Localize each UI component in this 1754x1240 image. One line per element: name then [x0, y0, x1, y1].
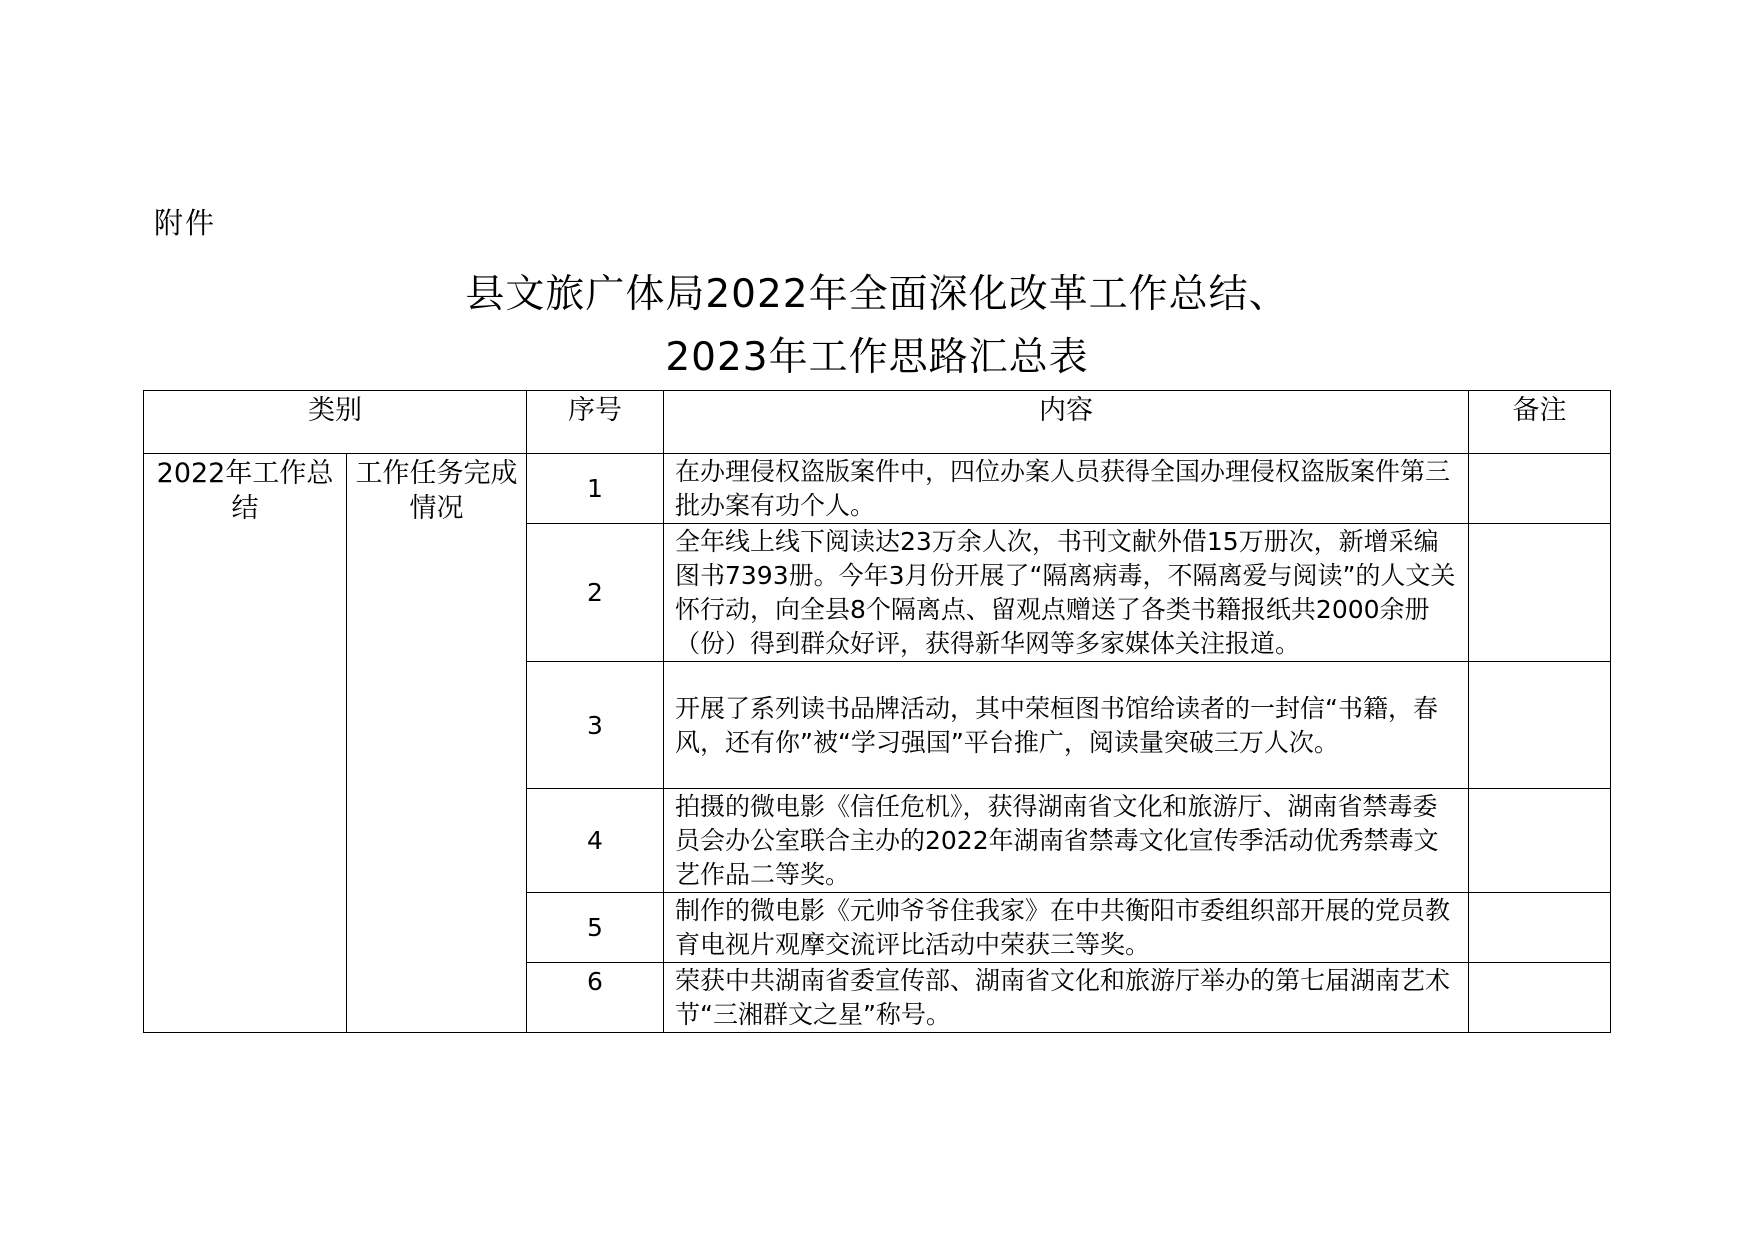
category-main-cell: 2022年工作总结	[144, 454, 347, 1033]
attachment-label: 附件	[154, 206, 217, 240]
row-number: 6	[527, 963, 664, 1033]
row-remark	[1469, 789, 1611, 893]
header-category: 类别	[144, 391, 527, 454]
row-content: 制作的微电影《元帅爷爷住我家》在中共衡阳市委组织部开展的党员教育电视片观摩交流评比活动中荣获三等奖。	[664, 893, 1469, 963]
row-number: 5	[527, 893, 664, 963]
table-header-row	[144, 391, 1611, 454]
row-number: 3	[527, 662, 664, 789]
row-number: 2	[527, 524, 664, 662]
header-content: 内容	[664, 391, 1469, 454]
row-remark	[1469, 454, 1611, 524]
header-number: 序号	[527, 391, 664, 454]
document-title-line-2: 2023年工作思路汇总表	[665, 335, 1089, 380]
row-remark	[1469, 662, 1611, 789]
row-content: 拍摄的微电影《信任危机》，获得湖南省文化和旅游厅、湖南省禁毒委员会办公室联合主办的2022年湖南省禁毒文化宣传季活动优秀禁毒文艺作品二等奖。	[664, 789, 1469, 893]
row-content: 开展了系列读书品牌活动，其中荣桓图书馆给读者的一封信“书籍，春风，还有你”被“学习强国”平台推广，阅读量突破三万人次。	[664, 662, 1469, 789]
header-remark: 备注	[1469, 391, 1611, 454]
row-number: 1	[527, 454, 664, 524]
row-remark	[1469, 524, 1611, 662]
row-content: 荣获中共湖南省委宣传部、湖南省文化和旅游厅举办的第七届湖南艺术节“三湘群文之星”称号。	[664, 963, 1469, 1033]
row-remark	[1469, 963, 1611, 1033]
row-remark	[1469, 893, 1611, 963]
summary-table	[143, 390, 1611, 1033]
row-content: 全年线上线下阅读达23万余人次，书刊文献外借15万册次，新增采编图书7393册。今年3月份开展了“隔离病毒，不隔离爱与阅读”的人文关怀行动，向全县8个隔离点、留观点赠送了各类书籍报纸共2000余册（份）得到群众好评，获得新华网等多家媒体关注报道。	[664, 524, 1469, 662]
document-title-line-1: 县文旅广体局2022年全面深化改革工作总结、	[465, 272, 1289, 317]
category-sub-cell: 工作任务完成情况	[347, 454, 527, 1033]
row-number: 4	[527, 789, 664, 893]
row-content: 在办理侵权盗版案件中，四位办案人员获得全国办理侵权盗版案件第三批办案有功个人。	[664, 454, 1469, 524]
table-row	[144, 454, 1611, 524]
